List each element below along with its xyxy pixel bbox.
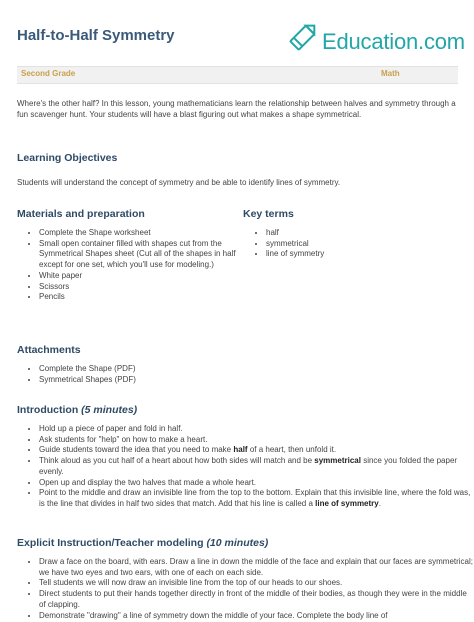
attachments-list (17, 364, 459, 385)
list-item: • Scissors (39, 282, 239, 293)
list-item: • Draw a face on the board, with ears. Draw a line in down the middle of the face and explain that our faces are symmetrical; we have two eyes and two ears, with one of each on each side. (39, 557, 473, 578)
document-title: Half-to-Half Symmetry (17, 27, 175, 44)
list-item: • Hold up a piece of paper and fold in half. (39, 424, 473, 435)
item-text: Guide students toward the idea that you need to make (39, 445, 234, 455)
introduction-duration: (5 minutes) (81, 404, 138, 416)
list-item: • Ask students for "help" on how to make a heart. (39, 435, 473, 446)
education-com-logo[interactable] (286, 20, 464, 56)
learning-objectives-text: Students will understand the concept of symmetry and be able to identify lines of symmetry. (17, 178, 341, 187)
introduction-heading-label: Introduction (17, 404, 79, 416)
list-item: • Complete the Shape worksheet (39, 228, 239, 239)
explicit-heading-label: Explicit Instruction/Teacher modeling (17, 537, 204, 549)
list-item (39, 488, 473, 509)
meta-bar (17, 66, 458, 84)
materials-list (17, 228, 239, 303)
list-item: • Pencils (39, 292, 239, 303)
list-item: • Small open container filled with shapes cut from the Symmetrical Shapes sheet (Cut all of the shapes in half except for one set, which you'll use for modeling.) (39, 239, 239, 271)
list-item: • White paper (39, 271, 239, 282)
list-item: • symmetrical (266, 239, 466, 250)
introduction-heading (17, 404, 137, 416)
key-terms-list (244, 228, 466, 260)
explicit-instruction-heading (17, 537, 268, 549)
intro-paragraph: Where's the other half? In this lesson, young mathematicians learn the relationship between halves and symmetry through a fun scavenger hunt. Your students will have a blast figuring out what makes a shape symmetrical. (17, 99, 456, 119)
list-item (39, 456, 473, 477)
item-text: of a heart, then unfold it. (247, 445, 337, 455)
materials-heading: Materials and preparation (17, 208, 145, 220)
explicit-duration: (10 minutes) (206, 537, 269, 549)
grade-label: Second Grade (21, 69, 76, 78)
attachments-heading: Attachments (17, 344, 81, 356)
list-item: • line of symmetry (266, 249, 466, 260)
list-item: • Direct students to put their hands together directly in front of the middle of their bodies, as though they were in the middle of clapping. (39, 589, 473, 610)
list-item: • Demonstrate "drawing" a line of symmetry down the middle of your face. Complete the body line of (39, 611, 473, 622)
attachment-link[interactable]: • Symmetrical Shapes (PDF) (39, 375, 459, 386)
pencil-logo-icon (286, 20, 320, 54)
introduction-list (17, 424, 473, 510)
explicit-list (17, 557, 473, 621)
page-header (0, 0, 474, 60)
list-item: • half (266, 228, 466, 239)
logo-text: Education.com (322, 29, 465, 54)
item-text: Point to the middle and draw an invisible line from the top to the bottom. Explain that this invisible line, where the fold was, is the line that divides in half two sides that match. Add that his line is called a (39, 488, 471, 508)
key-term-symmetrical: symmetrical (314, 456, 361, 466)
list-item: • Tell students we will now draw an invisible line from the top of our heads to our shoes. (39, 578, 473, 589)
key-term-line-of-symmetry: line of symmetry (315, 498, 379, 508)
list-item (39, 445, 473, 456)
item-text: Think aloud as you cut half of a heart about how both sides will match and be (39, 456, 315, 466)
key-terms-heading: Key terms (243, 208, 294, 220)
list-item: • Open up and display the two halves that made a whole heart. (39, 478, 473, 489)
subject-label: Math (381, 69, 400, 78)
learning-objectives-heading: Learning Objectives (17, 152, 118, 164)
item-text: since you folded the paper evenly. (39, 456, 458, 476)
key-term-half: half (233, 445, 248, 455)
item-text: . (378, 498, 381, 508)
attachment-link[interactable]: • Complete the Shape (PDF) (39, 364, 459, 375)
